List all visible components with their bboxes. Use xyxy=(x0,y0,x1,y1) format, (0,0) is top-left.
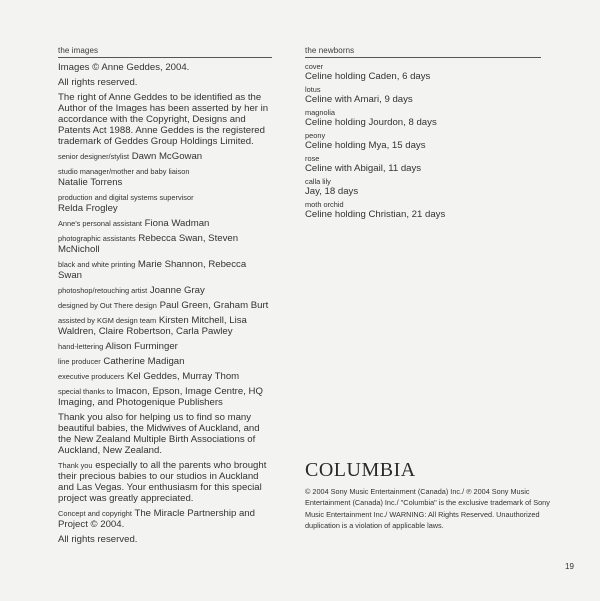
concept-lead: Concept and copyright xyxy=(58,509,132,518)
credit-role: special thanks to xyxy=(58,387,114,396)
flower-label: moth orchid xyxy=(305,200,344,209)
credit-entry xyxy=(58,285,272,296)
credit-role: Anne's personal assistant xyxy=(58,219,142,228)
flower-label: rose xyxy=(305,154,320,163)
credit-entry xyxy=(58,300,272,311)
newborn-entry xyxy=(305,85,541,105)
flower-label: magnolia xyxy=(305,108,335,117)
credit-name: Alison Furminger xyxy=(105,341,178,352)
credit-role: photoshop/retouching artist xyxy=(58,286,148,295)
newborn-entry xyxy=(305,62,541,82)
credit-entry xyxy=(58,151,272,162)
legal-notice: © 2004 Sony Music Entertainment (Canada) Inc./ ℗ 2004 Sony Music Entertainment (Canada) Inc./ "Columbia" is the exclusive trademark of Sony Music Entertainment Inc./ WARNING: All Rights Reserved. Unauthorized duplication is a violation of applicable laws. xyxy=(305,487,550,531)
page-number: 19 xyxy=(565,562,574,571)
credit-name: Imacon, Epson, Image Centre, HQ Imaging, and Photogenique Publishers xyxy=(58,386,263,408)
newborn-caption: Celine holding Mya, 15 days xyxy=(305,140,426,151)
newborn-caption: Celine holding Christian, 21 days xyxy=(305,209,446,220)
credit-role: senior designer/stylist xyxy=(58,152,130,161)
images-moral-rights: The right of Anne Geddes to be identified as the Author of the Images has been asserted by her in accordance with the Copyright, Designs and Patents Act 1988. Anne Geddes is the registered trademark of Geddes Group Holdings Limited. xyxy=(58,92,269,147)
credits-list xyxy=(58,151,272,408)
images-copyright: Images © Anne Geddes, 2004. xyxy=(58,62,190,73)
credit-role: black and white printing xyxy=(58,260,136,269)
credit-name: Rebecca Swan, Steven McNicholl xyxy=(58,233,239,255)
credit-entry xyxy=(58,371,272,382)
credit-entry xyxy=(58,233,272,255)
flower-label: cover xyxy=(305,62,324,71)
concept-copyright xyxy=(58,508,272,530)
newborn-caption: Jay, 18 days xyxy=(305,186,359,197)
concept-text: The Miracle Partnership and Project © 2004. xyxy=(58,508,255,530)
credit-entry xyxy=(58,218,272,229)
credit-name: Fiona Wadman xyxy=(144,218,210,229)
newborn-entry xyxy=(305,108,541,128)
newborn-caption: Celine with Abigail, 11 days xyxy=(305,163,422,174)
credit-name: Kel Geddes, Murray Thom xyxy=(126,371,240,382)
credit-role: designed by Out There design xyxy=(58,301,157,310)
columbia-logo: COLUMBIA xyxy=(305,459,416,481)
credit-name: Natalie Torrens xyxy=(58,177,123,188)
credit-name: Relda Frogley xyxy=(58,203,118,214)
credit-entry xyxy=(58,166,272,188)
credit-role: photographic assistants xyxy=(58,234,136,243)
newborn-caption: Celine holding Jourdon, 8 days xyxy=(305,117,437,128)
newborns-column xyxy=(305,46,541,223)
credit-name: Kirsten Mitchell, Lisa Waldren, Claire Robertson, Carla Pawley xyxy=(58,315,247,337)
newborn-entry xyxy=(305,177,541,197)
credit-role: studio manager/mother and baby liaison xyxy=(58,167,190,176)
newborn-entry xyxy=(305,131,541,151)
credit-entry xyxy=(58,386,272,408)
newborn-caption: Celine with Amari, 9 days xyxy=(305,94,413,105)
credit-name: Dawn McGowan xyxy=(131,151,203,162)
thanks-parents-text: especially to all the parents who brought their precious babies to our studios in Auckland and Las Vegas. Your enthusiasm for this special project was greatly appreciated. xyxy=(58,460,267,504)
credit-entry xyxy=(58,259,272,281)
flower-label: calla lily xyxy=(305,177,331,186)
flower-label: peony xyxy=(305,131,326,140)
credit-role: line producer xyxy=(58,357,101,366)
credit-entry xyxy=(58,356,272,367)
newborn-entry xyxy=(305,154,541,174)
credit-role: assisted by KGM design team xyxy=(58,316,157,325)
credit-name: Joanne Gray xyxy=(149,285,205,296)
credit-role: hand-lettering xyxy=(58,342,104,351)
newborn-entry xyxy=(305,200,541,220)
flower-label: lotus xyxy=(305,85,321,94)
images-rights: All rights reserved. xyxy=(58,77,138,88)
credit-entry xyxy=(58,315,272,337)
credit-name: Marie Shannon, Rebecca Swan xyxy=(58,259,247,281)
newborn-caption: Celine holding Caden, 6 days xyxy=(305,71,431,82)
thanks-parents xyxy=(58,460,272,504)
thanks-parents-lead: Thank you xyxy=(58,461,93,470)
credit-name: Paul Green, Graham Burt xyxy=(159,300,269,311)
images-section-title: the images xyxy=(58,46,272,58)
thanks-midwives: Thank you also for helping us to find so many beautiful babies, the Midwives of Auckland, and the New Zealand Multiple Birth Associations of Auckland, New Zealand. xyxy=(58,412,260,456)
credit-entry xyxy=(58,341,272,352)
credit-role: executive producers xyxy=(58,372,125,381)
credit-entry xyxy=(58,192,272,214)
credit-name: Catherine Madigan xyxy=(103,356,185,367)
credit-role: production and digital systems supervisor xyxy=(58,193,194,202)
images-rights-final: All rights reserved. xyxy=(58,534,138,545)
newborns-section-title: the newborns xyxy=(305,46,541,58)
images-column xyxy=(58,46,272,549)
